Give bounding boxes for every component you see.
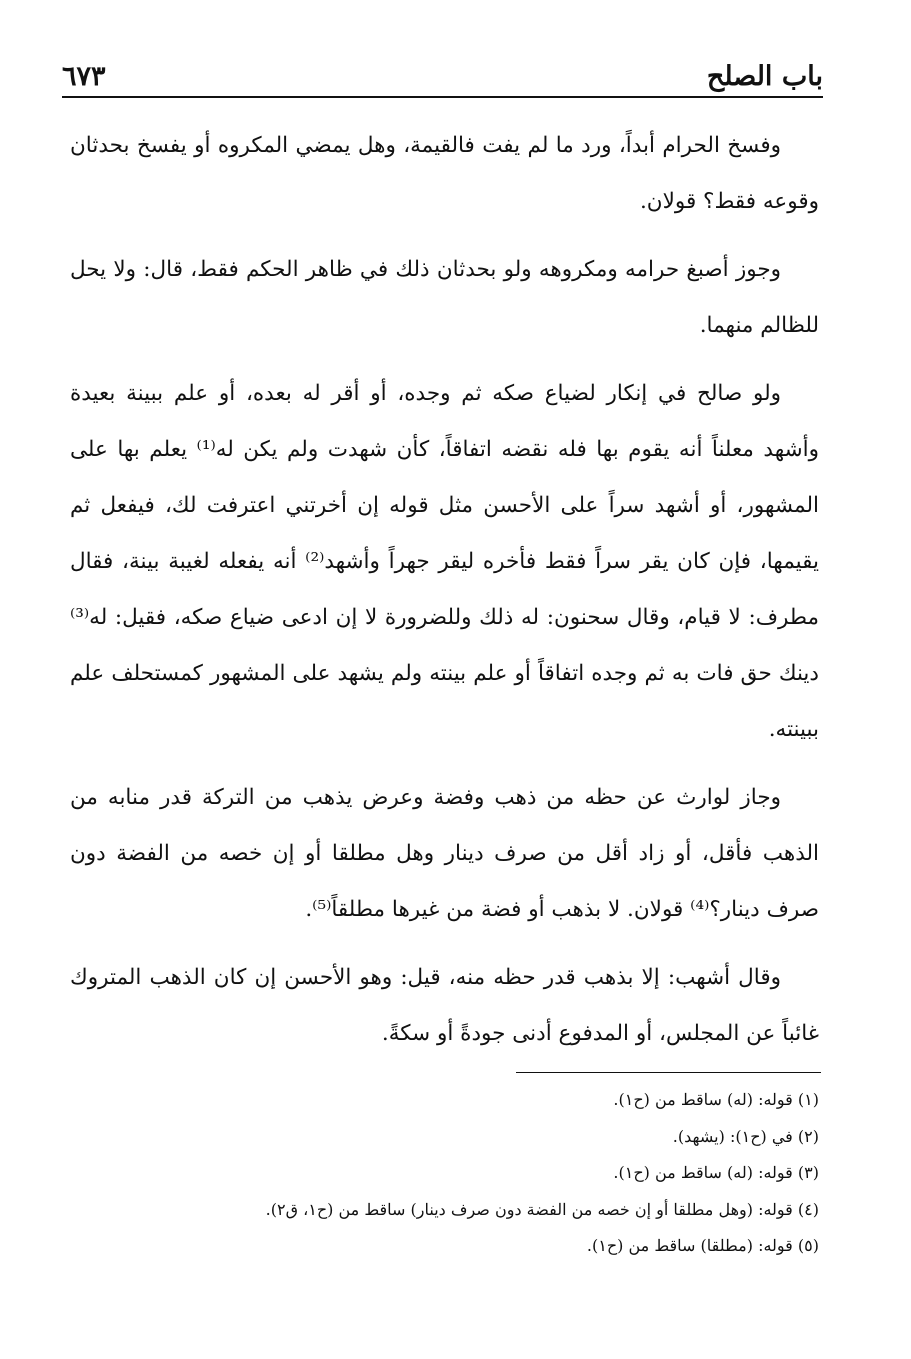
paragraph: وقال أشهب: إلا بذهب قدر حظه منه، قيل: وهو الأحسن إن كان الذهب المتروك غائباً عن المجلس، أو المدفوع أدنى جودةً أو سكةً.	[70, 965, 819, 1046]
footnote-separator	[516, 1072, 821, 1073]
footnote: (٥) قوله: (مطلقا) ساقط من (ح١).	[586, 1236, 819, 1255]
paragraph: وفسخ الحرام أبداً، ورد ما لم يفت فالقيمة، وهل يمضي المكروه أو يفسخ بحدثان وقوعه فقط؟ قولان.	[70, 133, 819, 214]
footnote: (١) قوله: (له) ساقط من (ح١).	[613, 1090, 819, 1109]
page-number: ٦٧٣	[62, 61, 106, 92]
footnote: (٣) قوله: (له) ساقط من (ح١).	[613, 1163, 819, 1182]
running-title: باب الصلح	[706, 61, 823, 92]
footnote: (٢) في (ح١): (يشهد).	[672, 1126, 819, 1146]
paragraph: ولو صالح في إنكار لضياع صكه ثم وجده، أو أقر له بعده، أو علم ببينة بعيدة وأشهد معلناً أنه يقوم بها فله نقضه اتفاقاً، كأن شهدت ولم يكن له⁽¹⁾ يعلم بها على المشهور، أو أشهد سراً على الأحسن مثل قوله إن أخرتني اعترفت لك، فيفعل ثم يقيمها، فإن كان يقر سراً فقط فأخره ليقر جهراً وأشهد⁽²⁾ أنه يفعله لغيبة بينة، فقال مطرف: لا قيام، وقال سحنون: له ذلك وللضرورة لا إن ادعى ضياع صكه، فقيل: له⁽³⁾ دينك حق فات به ثم وجده اتفاقاً أو علم بينته ولم يشهد على المشهور كمستحلف علم ببينته.	[70, 381, 819, 742]
main-text	[70, 118, 819, 1074]
footnote: (٤) قوله: (وهل مطلقا أو إن خصه من الفضة دون صرف دينار) ساقط من (ح١، ق٢).	[265, 1199, 819, 1219]
paragraph: وجاز لوارث عن حظه من ذهب وفضة وعرض يذهب من التركة قدر منابه من الذهب فأقل، أو زاد أقل من صرف دينار وهل مطلقا أو إن خصه من الفضة دون صرف دينار؟⁽⁴⁾ قولان. لا بذهب أو فضة من غيرها مطلقاً⁽⁵⁾.	[70, 785, 819, 922]
paragraph: وجوز أصبغ حرامه ومكروهه ولو بحدثان ذلك في ظاهر الحكم فقط، قال: ولا يحل للظالم منهما.	[70, 257, 819, 338]
page-header	[62, 52, 823, 98]
footnotes	[70, 1082, 819, 1265]
